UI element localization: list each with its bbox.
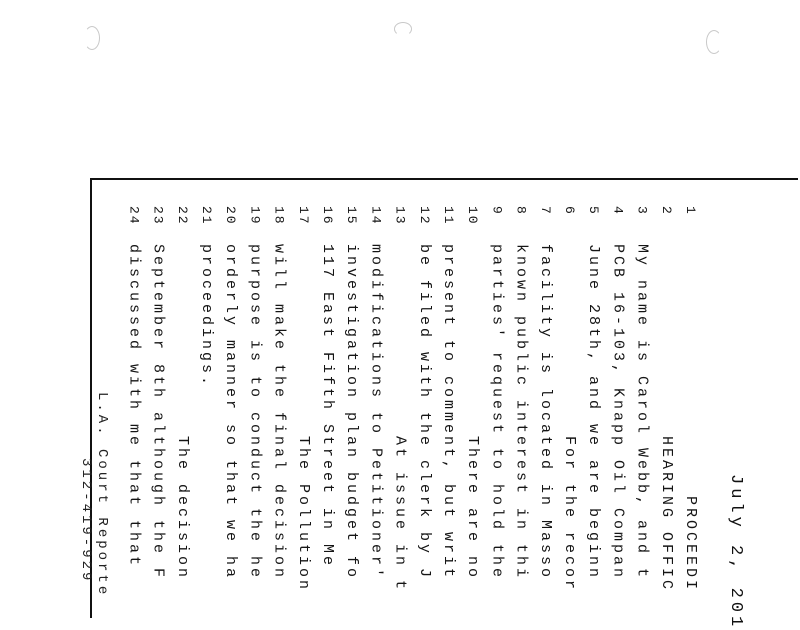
court-reporter-name: L.A. Court Reporte [94,392,110,598]
line-number: 7 [537,206,553,216]
transcript-line-text: will make the final decision [270,244,288,581]
transcript-line-text: At issue in t [391,244,409,593]
transcript-line-text: discussed with me that that [125,244,143,569]
transcript-line-text: known public interest in thi [512,244,530,581]
line-number: 2 [658,206,674,216]
line-number: 6 [562,206,577,216]
transcript-line-text: parties' request to hold the [488,244,506,581]
transcript-line-text: present to comment, but writ [440,244,457,581]
line-number: 8 [513,206,529,216]
transcript-line-text: My name is Carol Webb, and t [633,244,651,581]
line-number: 18 [271,206,287,226]
transcript-line-text: The decision [173,244,191,581]
transcript-line-text: purpose is to conduct the he [246,244,264,581]
transcript-line-text: proceedings. [198,244,215,389]
line-number: 1 [683,206,698,216]
court-reporter-phone: 312-419-929 [78,458,94,584]
transcript-line-text: June 28th, and we are beginn [585,244,603,581]
transcript-line-text: There are no [464,244,482,581]
line-number: 23 [150,206,166,226]
transcript-line-text: For the recor [561,244,578,593]
transcript-line-text: modifications to Petitioner' [367,244,385,581]
line-number: 12 [416,206,432,226]
transcript-page [90,178,798,618]
transcript-line-text: The Pollution [294,244,312,593]
line-number: 10 [465,206,481,226]
line-number: 3 [634,206,650,216]
line-number: 22 [174,206,190,226]
transcript-line-text: PCB 16-103, Knapp Oil Compan [609,244,627,581]
transcript-line-text: orderly manner so that we ha [222,244,240,581]
line-number: 14 [368,206,384,226]
binder-hole [394,22,412,36]
line-number: 16 [320,206,335,226]
line-number: 17 [295,206,311,226]
line-number: 19 [247,206,263,226]
line-number: 4 [610,206,626,216]
binder-hole [706,30,722,54]
transcript-line-text: facility is located in Masso [536,244,554,581]
binder-hole [84,26,100,50]
transcript-line-text: be filed with the clerk by J [415,244,433,581]
line-number: 24 [126,206,142,226]
transcript-line-text: 117 East Fifth Street in Me [319,244,336,569]
transcript-line-text: PROCEEDI [682,244,699,593]
transcript-date: July 2, 201 [726,474,745,630]
line-number: 13 [392,206,408,226]
line-number: 9 [489,206,505,216]
line-number: 11 [441,206,456,226]
transcript-line-text: HEARING OFFIC [657,244,675,593]
transcript-line-text: investigation plan budget fo [343,244,361,581]
line-number: 5 [586,206,602,216]
line-number: 20 [223,206,239,226]
line-number: 15 [344,206,360,226]
line-number: 21 [199,206,214,226]
transcript-line-text: September 8th although the F [149,244,167,581]
